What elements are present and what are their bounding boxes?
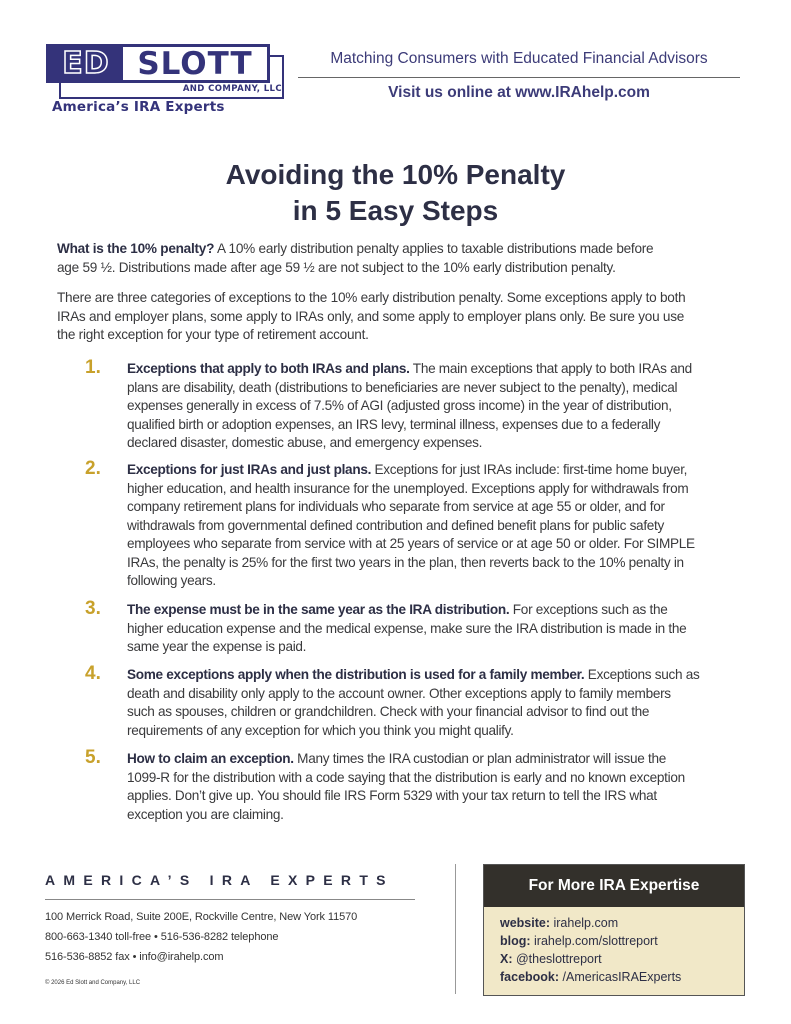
step-line: The main exceptions that apply to both IRAs and: [409, 361, 692, 376]
step-number: 2.: [85, 458, 101, 479]
step-line: qualified birth or adoption expenses, an IRS levy, terminal illness, expenses due to a federally: [127, 416, 661, 432]
step-line: exception you are claiming.: [127, 806, 284, 822]
info-value: irahelp.com: [550, 916, 619, 930]
logo-ed: ED: [49, 47, 123, 80]
step-line: IRAs, the penalty is 25% for the first two years in the plan, then reverts back to the 10% penalty in: [127, 554, 684, 570]
info-value: /AmericasIRAExperts: [559, 970, 682, 984]
categories-paragraph: [57, 289, 747, 345]
step-line: requirements of any exception for which you think you might qualify.: [127, 722, 514, 738]
more-expertise-list: [484, 907, 744, 986]
step-text: [127, 750, 752, 824]
step-line: Exceptions for just IRAs include: first-time home buyer,: [371, 462, 688, 477]
categories-line: There are three categories of exceptions to the 10% early distribution penalty. Some exceptions apply to both: [57, 290, 686, 305]
info-label: blog:: [500, 934, 531, 948]
title-line-2: in 5 Easy Steps: [292, 195, 499, 226]
step-heading: How to claim an exception.: [127, 751, 294, 766]
step-text: [127, 360, 752, 453]
info-value: irahelp.com/slottreport: [530, 934, 658, 948]
info-label: X:: [500, 952, 513, 966]
step-line: withdrawals from governmental defined contribution and defined benefit plans for public safety: [127, 517, 665, 533]
info-label: website:: [500, 916, 551, 930]
title-line-1: Avoiding the 10% Penalty: [225, 159, 566, 190]
step-line: For exceptions such as the: [509, 602, 668, 617]
categories-line: the right exception for your type of retirement account.: [57, 327, 369, 342]
step-text: [127, 461, 752, 591]
intro-paragraph: [57, 240, 747, 277]
step-line: such as spouses, children or grandchildren. Check with your financial advisor to find out the: [127, 704, 650, 719]
step-line: higher education, and health insurance for the unemployed. Exceptions apply for withdrawals from: [127, 480, 689, 496]
intro-text: A 10% early distribution penalty applies to taxable distributions made before: [214, 241, 654, 256]
step-line: applies. Don’t give up. You should file IRS Form 5329 with your tax return to tell the IRS what: [127, 788, 657, 803]
header-divider: [298, 77, 740, 78]
step-line: Many times the IRA custodian or plan administrator will issue the: [293, 751, 667, 766]
step-line: higher education expense and the medical expense, make sure the IRA distribution is made in the: [127, 620, 687, 636]
step-number: 1.: [85, 357, 101, 378]
header-tagline: Matching Consumers with Educated Financial Advisors: [330, 50, 708, 67]
info-value: @theslottreport: [512, 952, 602, 966]
step-line: plans are disability, death (distributions to beneficiaries are never subject to the penalty), medical: [127, 379, 678, 395]
intro-line: age 59 ½. Distributions made after age 59 ½ are not subject to the 10% early distribution penalty.: [57, 259, 616, 275]
intro-line: [57, 240, 747, 259]
logo-front-box: [46, 44, 270, 83]
step-heading: The expense must be in the same year as the IRA distribution.: [127, 602, 510, 617]
ed-slott-logo: [46, 44, 296, 116]
footer-vertical-divider: [455, 864, 456, 994]
footer-fax-email: 516-536-8852 fax • info@irahelp.com: [45, 951, 224, 963]
logo-slott: SLOTT: [137, 45, 253, 82]
header-visit-link[interactable]: Visit us online at www.IRAhelp.com: [388, 84, 650, 101]
step-line: same year the expense is paid.: [127, 639, 307, 654]
info-row-x[interactable]: [500, 950, 744, 968]
step-line: 1099-R for the distribution with a code saying that the distribution is early and no known exception: [127, 769, 685, 785]
step-heading: Exceptions that apply to both IRAs and plans.: [127, 361, 410, 376]
page-title: [0, 157, 791, 229]
step-text: [127, 666, 752, 740]
logo-tagline: America’s IRA Experts: [52, 99, 225, 115]
info-label: facebook:: [500, 970, 560, 984]
step-number: 5.: [85, 747, 101, 768]
step-line: death and disability only apply to the account owner. Other exceptions apply to family members: [127, 685, 671, 701]
step-heading: Exceptions for just IRAs and just plans.: [127, 462, 372, 477]
categories-line: IRAs and employer plans, some apply to IRAs only, and some apply to employer plans only. Be sure you use: [57, 308, 685, 324]
step-number: 3.: [85, 598, 101, 619]
info-row-website[interactable]: [500, 914, 744, 932]
step-line: declared disaster, domestic abuse, and emergency expenses.: [127, 435, 483, 450]
step-heading: Some exceptions apply when the distribution is used for a family member.: [127, 667, 585, 682]
intro-lead: What is the 10% penalty?: [57, 241, 215, 256]
logo-company: AND COMPANY, LLC: [182, 84, 282, 94]
step-line: Exceptions such as: [584, 667, 700, 682]
step-number: 4.: [85, 663, 101, 684]
info-row-blog[interactable]: [500, 932, 744, 950]
more-expertise-box: [483, 864, 745, 996]
step-text: [127, 601, 752, 657]
footer-phones: 800-663-1340 toll-free • 516-536-8282 telephone: [45, 931, 279, 943]
step-line: company retirement plans for individuals who separate from service at age 55 or older, and for: [127, 499, 665, 514]
more-expertise-title: For More IRA Expertise: [484, 865, 744, 907]
footer-copyright: © 2026 Ed Slott and Company, LLC: [45, 980, 141, 986]
step-line: expenses generally in excess of 7.5% of AGI (adjusted gross income) in the year of distribution,: [127, 398, 672, 413]
info-row-facebook[interactable]: [500, 968, 744, 986]
step-line: following years.: [127, 573, 216, 588]
step-line: employees who separate from service with at 25 years of service or at age 50 or older. For SIMPLE: [127, 536, 695, 551]
footer-heading: AMERICA’S IRA EXPERTS: [45, 872, 394, 888]
footer-address: 100 Merrick Road, Suite 200E, Rockville Centre, New York 11570: [45, 911, 358, 923]
footer-divider: [45, 899, 415, 900]
